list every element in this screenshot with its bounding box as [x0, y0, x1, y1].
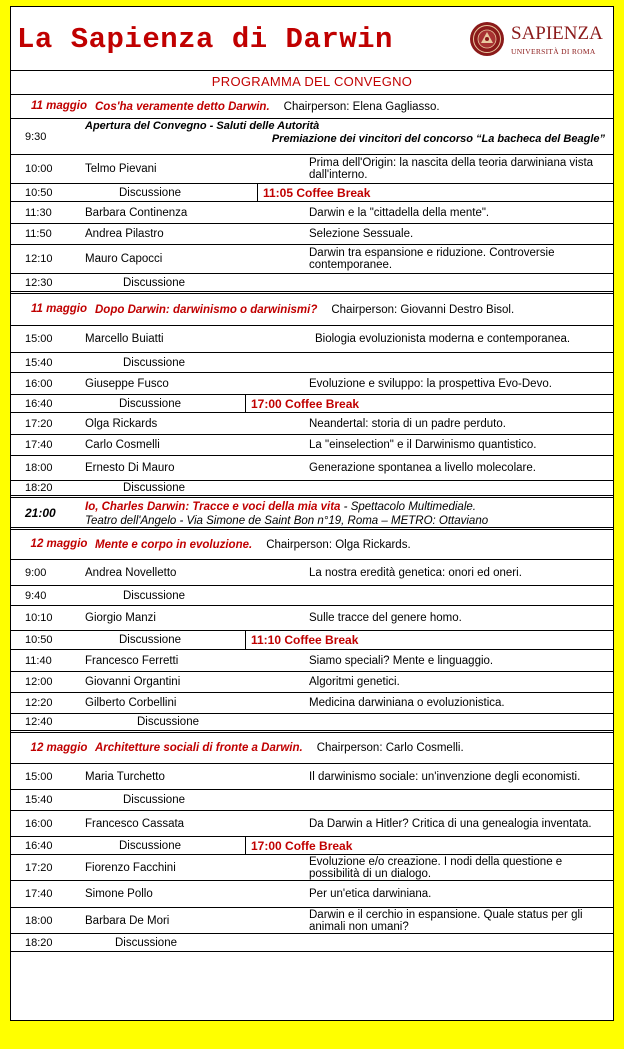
row-time: 15:40 — [25, 794, 53, 806]
talk-title: Siamo speciali? Mente e linguaggio. — [309, 654, 494, 667]
program-row-talk — [11, 881, 613, 908]
university-subtitle: UNIVERSITÀ DI ROMA — [511, 47, 596, 56]
session-title: Dopo Darwin: darwinismo o darwinismi? — [95, 303, 318, 316]
row-time: 15:00 — [25, 333, 53, 345]
speaker-name: Giuseppe Fusco — [85, 377, 169, 390]
speaker-name: Fiorenzo Facchini — [85, 861, 176, 874]
row-time: 18:20 — [25, 936, 53, 949]
row-time: 18:00 — [25, 462, 53, 474]
talk-title: Da Darwin a Hitler? Critica di una genealogia inventata. — [309, 817, 592, 830]
talk-title: La "einselection" e il Darwinismo quantistico. — [309, 439, 537, 451]
session-title: Architetture sociali di fronte a Darwin. — [95, 742, 303, 754]
session-chair: Chairperson: Carlo Cosmelli. — [316, 742, 464, 754]
row-time: 21:00 — [25, 505, 56, 520]
program-row-talk — [11, 202, 613, 224]
program-row-session — [11, 530, 613, 560]
row-time: 11:50 — [25, 228, 52, 240]
row-time: 18:20 — [25, 482, 53, 494]
talk-title: Neandertal: storia di un padre perduto. — [309, 417, 506, 430]
column-divider — [257, 184, 258, 201]
program-row-talk — [11, 155, 613, 184]
coffee-break-label: 11:10 Coffee Break — [251, 633, 359, 647]
talk-title: Per un'etica darwiniana. — [309, 888, 432, 900]
talk-title: Darwin e il cerchio in espansione. Quale status per gli animali non umani? — [309, 908, 583, 933]
discussion-label: Discussione — [123, 276, 185, 289]
discussion-label: Discussione — [115, 936, 177, 949]
row-time: 11:30 — [25, 206, 52, 219]
program-row-coffee — [11, 837, 613, 855]
talk-title: Darwin tra espansione e riduzione. Controversie contemporanee. — [309, 247, 555, 271]
row-time: 16:40 — [25, 397, 53, 410]
opening-line1: Apertura del Convegno - Saluti delle Autorità — [85, 120, 320, 132]
program-row-talk — [11, 672, 613, 693]
program-heading: PROGRAMMA DEL CONVEGNO — [11, 71, 613, 95]
speaker-name: Giorgio Manzi — [85, 612, 156, 624]
column-divider — [245, 631, 246, 649]
row-time: 9:30 — [25, 130, 47, 143]
talk-title: Generazione spontanea a livello molecolare. — [309, 462, 536, 474]
program-row-talk — [11, 413, 613, 435]
program-row-talk — [11, 764, 613, 790]
university-name: SAPIENZA — [511, 23, 603, 44]
speaker-name: Marcello Buiatti — [85, 333, 164, 345]
program-row-talk — [11, 855, 613, 881]
talk-title: Medicina darwiniana o evoluzionistica. — [309, 697, 505, 709]
row-time: 17:40 — [25, 888, 53, 900]
speaker-name: Carlo Cosmelli — [85, 439, 160, 451]
program-row-disc — [11, 353, 613, 373]
session-date: 11 maggio — [30, 303, 88, 315]
program-row-session — [11, 294, 613, 326]
session-header — [95, 294, 514, 325]
program-row-talk — [11, 811, 613, 837]
speaker-name: Barbara De Mori — [85, 914, 170, 927]
row-time: 12:00 — [25, 676, 53, 688]
row-time: 16:40 — [25, 839, 53, 852]
discussion-label: Discussione — [119, 634, 181, 646]
talk-title: Evoluzione e/o creazione. I nodi della questione e possibilità di un dialogo. — [309, 855, 563, 880]
evening-type: - Spettacolo Multimediale. — [340, 501, 476, 513]
discussion-label: Discussione — [123, 589, 185, 602]
evening-venue: Teatro dell'Angelo - Via Simone de Saint Bon n°19, Roma – METRO: Ottaviano — [85, 515, 489, 527]
speaker-name: Giovanni Organtini — [85, 676, 181, 688]
speaker-name: Maria Turchetto — [85, 770, 165, 783]
program-row-talk — [11, 224, 613, 245]
row-time: 16:00 — [25, 377, 53, 390]
row-time: 12:30 — [25, 276, 53, 289]
opening-line2: Premiazione dei vincitori del concorso “La bacheca del Beagle” — [271, 133, 605, 145]
program-row-talk — [11, 606, 613, 631]
row-time: 9:00 — [25, 566, 47, 579]
program-row-disc — [11, 586, 613, 606]
speaker-name: Francesco Ferretti — [85, 654, 179, 667]
program-row-talk — [11, 650, 613, 672]
discussion-label: Discussione — [119, 186, 181, 199]
row-time: 10:50 — [25, 634, 53, 646]
row-time: 10:00 — [25, 163, 53, 175]
speaker-name: Mauro Capocci — [85, 253, 163, 265]
session-header — [95, 733, 464, 763]
program-row-talk — [11, 326, 613, 353]
session-date: 12 maggio — [30, 538, 88, 550]
row-time: 17:20 — [25, 417, 53, 430]
program-row-talk — [11, 245, 613, 274]
row-time: 11:40 — [25, 654, 52, 667]
talk-title: Evoluzione e sviluppo: la prospettiva Evo-Devo. — [309, 377, 552, 390]
session-chair: Chairperson: Giovanni Destro Bisol. — [331, 303, 515, 316]
session-title: Mente e corpo in evoluzione. — [95, 538, 253, 551]
column-divider — [245, 395, 246, 412]
row-time: 10:10 — [25, 612, 53, 624]
program-row-coffee — [11, 184, 613, 202]
program-row-coffee — [11, 631, 613, 650]
discussion-label: Discussione — [123, 482, 185, 494]
talk-title: Algoritmi genetici. — [309, 676, 400, 688]
session-date: 11 maggio — [30, 100, 88, 112]
coffee-break-label: 17:00 Coffee Break — [251, 396, 360, 411]
row-time: 15:00 — [25, 770, 53, 783]
program-row-talk — [11, 693, 613, 714]
program-row-talk — [11, 560, 613, 586]
discussion-label: Discussione — [123, 794, 185, 806]
program-row-talk — [11, 456, 613, 481]
row-time: 16:00 — [25, 817, 53, 830]
discussion-label: Discussione — [137, 716, 199, 728]
row-time: 9:40 — [25, 589, 47, 602]
talk-title: Il darwinismo sociale: un'invenzione degli economisti. — [309, 770, 581, 783]
speaker-name: Gilberto Corbellini — [85, 697, 177, 709]
session-chair: Chairperson: Olga Rickards. — [266, 538, 411, 551]
coffee-break-label: 11:05 Coffee Break — [263, 185, 371, 200]
row-time: 15:40 — [25, 356, 53, 369]
program-row-talk — [11, 435, 613, 456]
session-date: 12 maggio — [30, 741, 88, 754]
program-row-coffee — [11, 395, 613, 413]
discussion-label: Discussione — [123, 356, 185, 369]
speaker-name: Telmo Pievani — [85, 163, 157, 175]
talk-title: Prima dell'Origin: la nascita della teoria darwiniana vista dall'interno. — [309, 157, 594, 181]
session-header — [95, 530, 411, 559]
speaker-name: Andrea Pilastro — [85, 228, 164, 240]
row-time: 12:10 — [25, 253, 53, 265]
session-title: Cos'ha veramente detto Darwin. — [95, 100, 270, 113]
program-row-disc — [11, 481, 613, 498]
speaker-name: Simone Pollo — [85, 888, 153, 900]
program-row-session — [11, 733, 613, 764]
page-title: La Sapienza di Darwin — [17, 23, 393, 56]
program-row-talk — [11, 908, 613, 934]
row-time: 12:20 — [25, 697, 53, 709]
program-row-disc — [11, 790, 613, 811]
speaker-name: Francesco Cassata — [85, 817, 185, 830]
row-time: 17:20 — [25, 861, 53, 874]
opening-text — [85, 120, 605, 146]
talk-title: Sulle tracce del genere homo. — [309, 612, 462, 624]
coffee-break-label: 17:00 Coffe Break — [251, 838, 353, 853]
program-row-disc — [11, 274, 613, 294]
discussion-label: Discussione — [119, 839, 181, 852]
discussion-label: Discussione — [119, 397, 181, 410]
program-row-opening — [11, 119, 613, 155]
program-row-disc — [11, 934, 613, 952]
speaker-name: Barbara Continenza — [85, 206, 188, 219]
talk-title: La nostra eredità genetica: onori ed oneri. — [309, 566, 522, 579]
speaker-name: Andrea Novelletto — [85, 566, 177, 579]
session-header — [95, 95, 440, 118]
speaker-name: Ernesto Di Mauro — [85, 462, 175, 474]
talk-title: Biologia evoluzionista moderna e contemporanea. — [315, 333, 571, 345]
row-time: 17:40 — [25, 439, 53, 451]
program-row-evening — [11, 498, 613, 530]
evening-event — [85, 500, 609, 528]
speaker-name: Olga Rickards — [85, 417, 158, 430]
header — [11, 7, 613, 71]
row-time: 18:00 — [25, 914, 53, 927]
row-time: 10:50 — [25, 186, 53, 199]
program-row-session — [11, 95, 613, 119]
column-divider — [245, 837, 246, 854]
talk-title: Selezione Sessuale. — [309, 228, 414, 240]
row-time: 12:40 — [25, 716, 53, 728]
evening-title: Io, Charles Darwin: Tracce e voci della mia vita — [85, 501, 341, 513]
session-chair: Chairperson: Elena Gagliasso. — [283, 100, 440, 113]
program-row-disc — [11, 714, 613, 733]
program-row-talk — [11, 373, 613, 395]
talk-title: Darwin e la "cittadella della mente". — [309, 206, 490, 219]
university-seal-icon — [469, 21, 505, 57]
program-sheet — [10, 6, 614, 1021]
